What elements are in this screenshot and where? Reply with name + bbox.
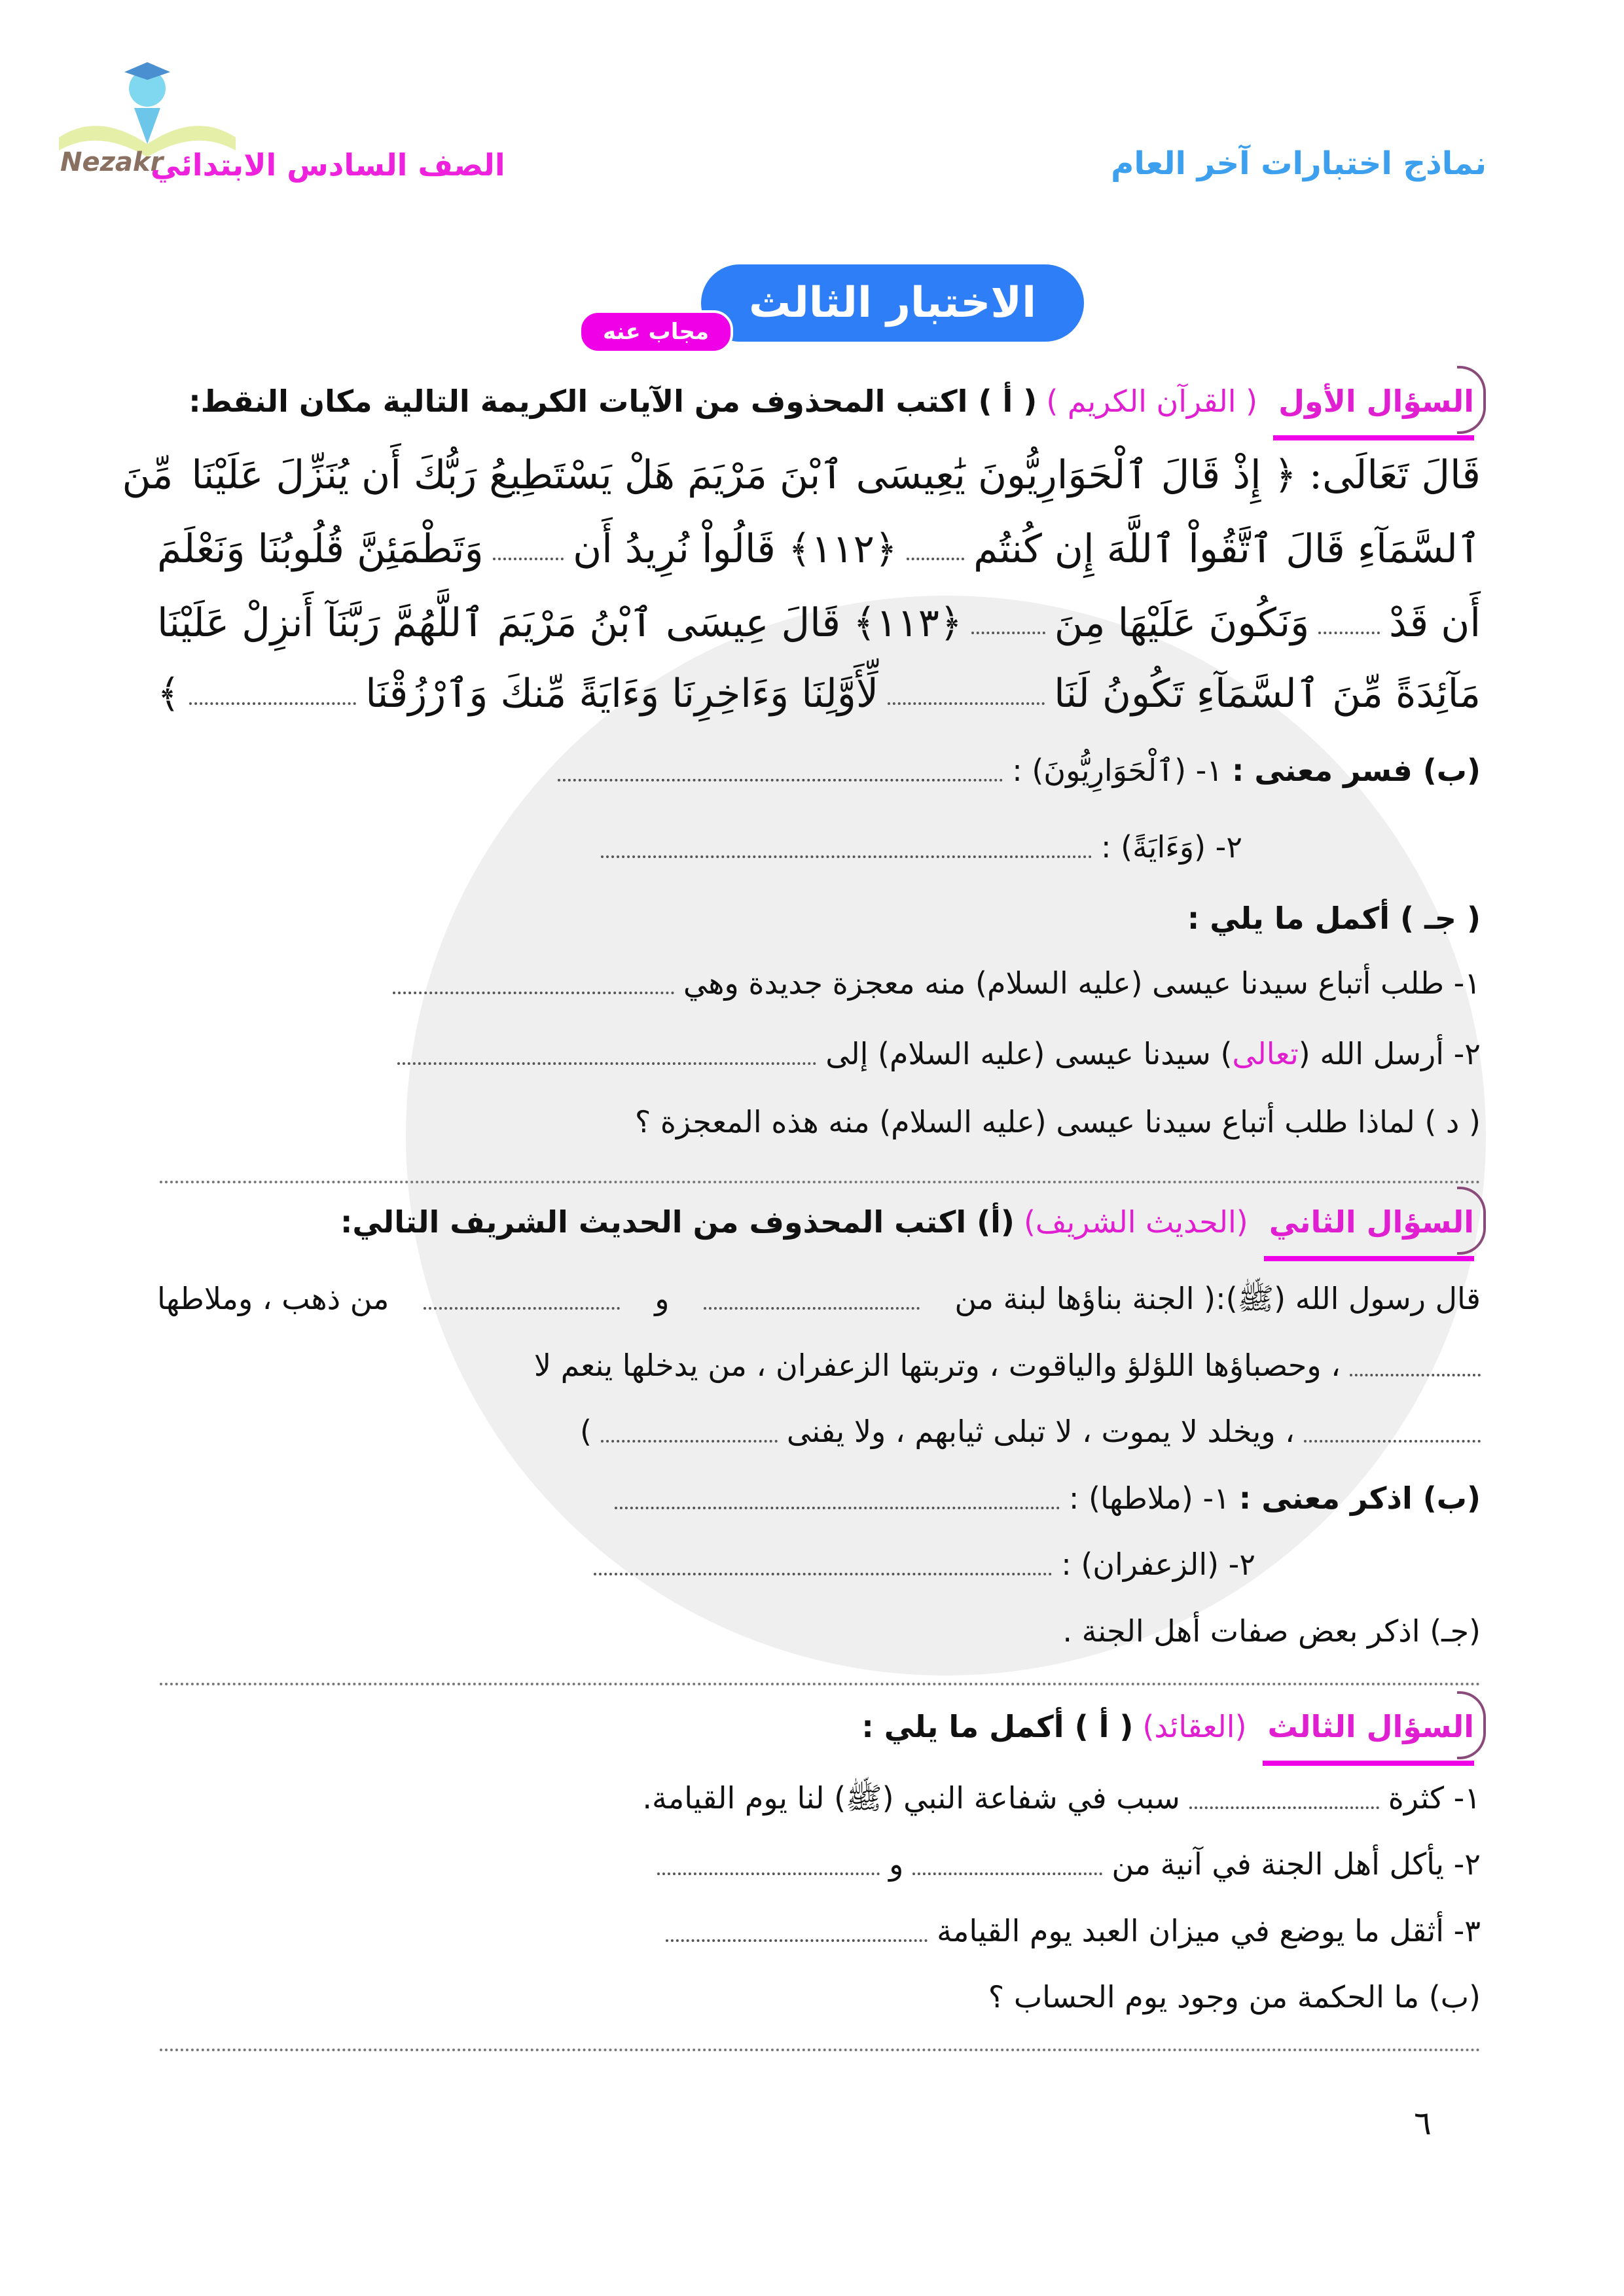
hadith-line-2 — [157, 1339, 1481, 1391]
hadith-line-1 — [157, 1272, 1481, 1325]
q2-b1-label: ١- (ملاطها) : — [1068, 1480, 1230, 1516]
blank[interactable] — [1318, 612, 1380, 634]
blank[interactable] — [666, 1920, 928, 1942]
blank[interactable] — [657, 1853, 880, 1875]
exam-title: الاختبار الثالث — [701, 264, 1084, 342]
q2-label: السؤال الثاني — [1257, 1196, 1481, 1248]
q1-c2-highlight: تعالى — [1232, 1036, 1299, 1071]
q3-a3 — [157, 1905, 1481, 1957]
q3-a1 — [157, 1772, 1481, 1824]
verse-text: قَالَ تَعَالَى: ﴿ إِذْ قَالَ ٱلْحَوَارِيُّونَ يَٰعِيسَى ٱبْنَ مَرْيَمَ هَلْ يَسْتَطِيعُ رَبُّكَ أَن يُنَزِّلَ عَلَيْنَا — [191, 452, 1481, 498]
verse-text: مِّنَ — [122, 452, 173, 498]
blank[interactable] — [601, 1420, 778, 1443]
q2-part-a: (أ) اكتب المحذوف من الحديث الشريف التالي: — [340, 1204, 1015, 1240]
q3-label: السؤال الثالث — [1256, 1700, 1481, 1753]
blank[interactable] — [1189, 1787, 1379, 1809]
blank[interactable] — [424, 1287, 620, 1310]
blank[interactable] — [615, 1487, 1060, 1509]
verse-text: لِّأَوَّلِنَا وَءَاخِرِنَا وَءَايَةً مِّنكَ وَٱرْزُقْنَا — [365, 671, 879, 717]
q3-header — [157, 1700, 1481, 1753]
divider — [160, 1181, 1481, 1183]
q1-c2 — [157, 1028, 1481, 1080]
blank[interactable] — [601, 836, 1092, 858]
q1-label: السؤال الأول — [1267, 375, 1481, 427]
verse-text: ﴿١١٢﴾ قَالُواْ نُرِيدُ أَن — [573, 526, 897, 572]
q3-a2 — [157, 1838, 1481, 1890]
q2-header — [157, 1196, 1481, 1248]
q1-b1 — [157, 744, 1481, 797]
blank[interactable] — [594, 1553, 1052, 1575]
blank[interactable] — [704, 1287, 920, 1310]
q1-header — [157, 375, 1481, 427]
verse-line-2 — [157, 523, 1481, 575]
q3-a2-text: ٢- يأكل أهل الجنة في آنية من — [1111, 1846, 1481, 1882]
q2-part-b: (ب) اذكر معنى : — [1238, 1480, 1481, 1516]
verse-line-3 — [157, 597, 1481, 649]
verse-text: وَتَطْمَئِنَّ قُلُوبُنَا وَنَعْلَمَ — [157, 526, 484, 572]
blank[interactable] — [393, 972, 674, 994]
logo-text: Nezakr — [60, 147, 164, 177]
q3-a1-text: ١- كثرة — [1388, 1780, 1481, 1816]
q2-b2-label: ٢- (الزعفران) : — [1061, 1547, 1255, 1582]
q1-part-b: (ب) فسر معنى : — [1231, 753, 1481, 788]
q1-part-c — [157, 892, 1481, 944]
hadith-text: و — [655, 1281, 670, 1316]
hadith-line-3 — [157, 1405, 1481, 1458]
q2-c — [157, 1605, 1481, 1657]
verse-text: ﴿١١٣﴾ قَالَ عِيسَى ٱبْنُ مَرْيَمَ ٱللَّهُمَّ رَبَّنَآ أَنزِلْ عَلَيْنَا — [157, 600, 963, 646]
hadith-text: قال رسول الله (ﷺ):( الجنة بناؤها لبنة من — [954, 1281, 1481, 1316]
divider — [160, 2049, 1481, 2051]
blank[interactable] — [888, 683, 1045, 705]
q1-c1 — [157, 957, 1481, 1009]
verse-text: مَآئِدَةً مِّنَ ٱلسَّمَآءِ تَكُونُ لَنَا — [1054, 671, 1481, 717]
q3-b — [157, 1971, 1481, 2023]
q1-b1-label: ١- (ٱلْحَوَارِيُّونَ) : — [1012, 753, 1223, 788]
q1-d — [157, 1096, 1481, 1148]
q2-b1 — [157, 1472, 1481, 1524]
verse-text: ٱلسَّمَآءِ قَالَ ٱتَّقُواْ ٱللَّهَ إِن كُنتُم — [973, 526, 1481, 572]
hadith-text: ) — [579, 1414, 592, 1449]
q1-b2 — [157, 821, 1481, 873]
q3-part-a: ( أ ) أكمل ما يلي : — [861, 1709, 1134, 1744]
q3-a1-text: سبب في شفاعة النبي (ﷺ) لنا يوم القيامة. — [642, 1780, 1180, 1816]
q1-part-d: ( د ) لماذا طلب أتباع سيدنا عيسى (عليه السلام) منه هذه المعجزة ؟ — [634, 1104, 1481, 1139]
blank[interactable] — [189, 683, 356, 705]
q2-part-c: (جـ) اذكر بعض صفات أهل الجنة . — [1062, 1613, 1481, 1649]
q1-subject: ( القرآن الكريم ) — [1046, 384, 1258, 419]
blank[interactable] — [397, 1043, 816, 1065]
answered-badge: مجاب عنه — [579, 310, 733, 353]
verse-line-1 — [122, 449, 1481, 501]
q1-c2-text: ٢- أرسل الله ( — [1298, 1036, 1481, 1071]
q1-part-c-label: ( جـ ) أكمل ما يلي : — [1187, 901, 1481, 936]
verse-line-4 — [157, 668, 1481, 720]
q3-subject: (العقائد) — [1142, 1709, 1247, 1744]
hadith-text: من ذهب ، وملاطها — [157, 1281, 389, 1316]
q1-c2-text: ) سيدنا عيسى (عليه السلام) إلى — [825, 1036, 1233, 1071]
series-title: نماذج اختبارات آخر العام — [1111, 145, 1487, 182]
q2-b2 — [157, 1538, 1481, 1590]
q3-a2-text: و — [889, 1846, 904, 1882]
q1-b2-label: ٢- (وَءَايَةً) : — [1100, 829, 1242, 865]
blank[interactable] — [907, 538, 964, 560]
q3-part-b: (ب) ما الحكمة من وجود يوم الحساب ؟ — [988, 1979, 1481, 2015]
blank[interactable] — [1304, 1420, 1481, 1443]
blank[interactable] — [971, 612, 1045, 634]
hadith-text: ، وحصباؤها اللؤلؤ والياقوت ، وتربتها الزعفران ، من يدخلها ينعم لا — [533, 1348, 1341, 1383]
blank[interactable] — [558, 759, 1003, 781]
page-number: ٦ — [1414, 2104, 1432, 2142]
q3-a3-text: ٣- أثقل ما يوضع في ميزان العبد يوم القيامة — [937, 1913, 1481, 1948]
verse-text: أَن قَدْ — [1389, 600, 1481, 646]
hadith-text: ، ويخلد لا يموت ، لا تبلى ثيابهم ، ولا يفنى — [786, 1414, 1295, 1449]
blank[interactable] — [1350, 1354, 1481, 1376]
verse-text: وَنَكُونَ عَلَيْهَا مِنَ — [1054, 600, 1310, 646]
blank[interactable] — [912, 1853, 1102, 1875]
divider — [160, 1683, 1481, 1685]
grade-label: الصف السادس الابتدائي — [151, 147, 505, 183]
blank[interactable] — [493, 538, 564, 560]
verse-end-icon: ﴾ — [157, 671, 181, 717]
q1-part-a: ( أ ) اكتب المحذوف من الآيات الكريمة التالية مكان النقط: — [189, 384, 1038, 419]
q2-subject: (الحديث الشريف) — [1023, 1204, 1248, 1240]
q1-c1-label: ١- طلب أتباع سيدنا عيسى (عليه السلام) منه معجزة جديدة وهي — [683, 965, 1481, 1001]
